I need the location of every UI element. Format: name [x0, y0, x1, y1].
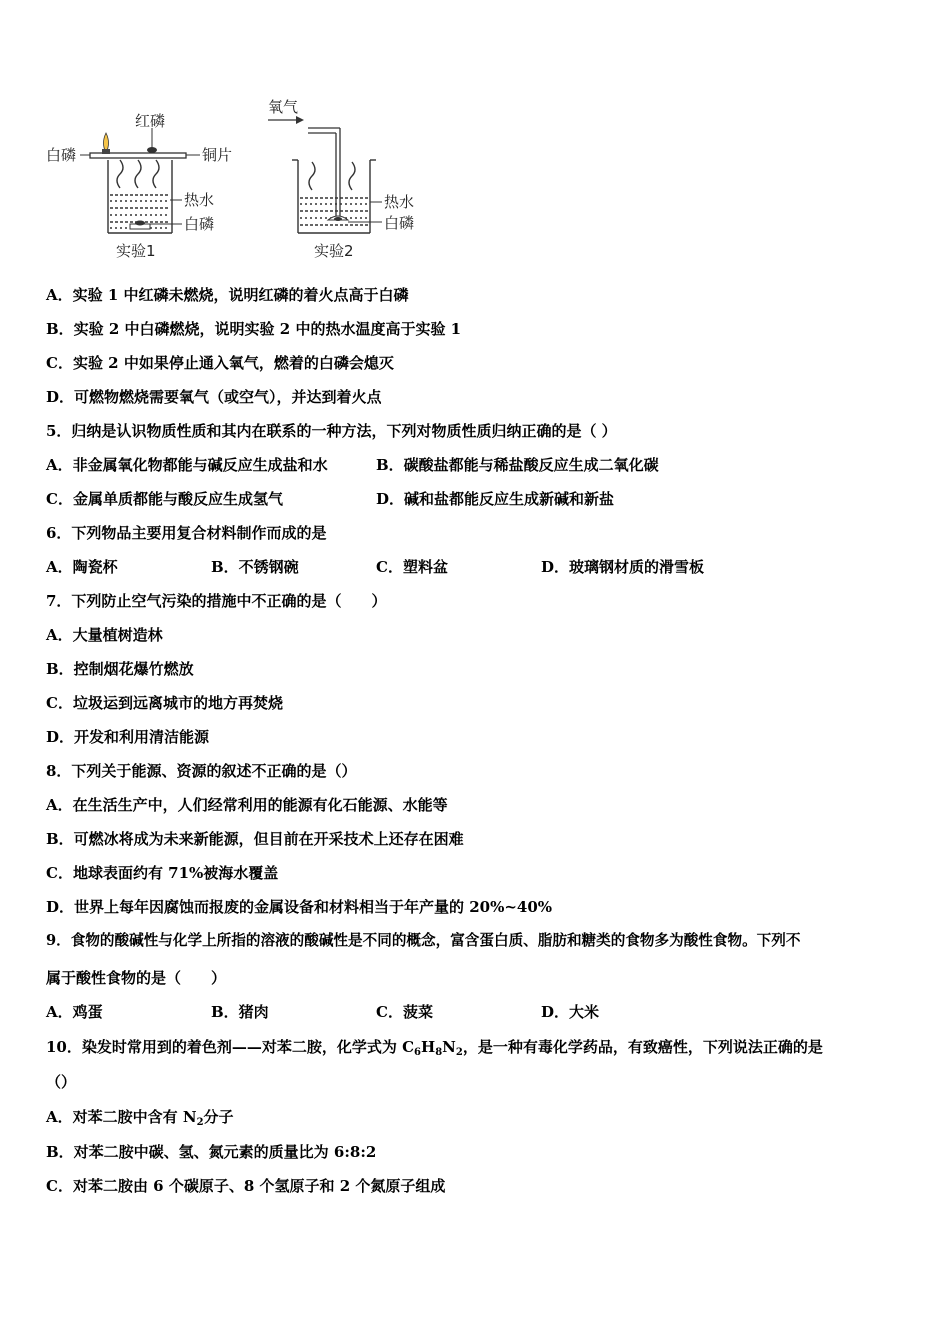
oxygen-tube: [308, 128, 340, 216]
q8-option-a: A．在生活生产中，人们经常利用的能源有化石能源、水能等: [46, 796, 448, 814]
white-phosphorus-flame-icon: [102, 133, 110, 154]
experiment-figure: [40, 98, 440, 268]
q10-stem-post: ，是一种有毒化学药品，有致癌性，下列说法正确的是: [462, 1038, 823, 1056]
q10-option-a: [46, 1107, 234, 1127]
q8-option-d: D．世界上每年因腐蚀而报废的金属设备和材料相当于年产量的 20%~40%: [46, 898, 553, 916]
q10-formula-h: H: [421, 1038, 436, 1056]
q10-option-a-pre: A．对苯二胺中含有 N: [46, 1108, 197, 1126]
exp2-white-p: [328, 216, 348, 221]
q6-option-d: D．玻璃钢材质的滑雪板: [541, 558, 705, 576]
q7-option-d: D．开发和利用清洁能源: [46, 728, 210, 746]
q6-option-a: A．陶瓷杯: [46, 558, 118, 576]
q5-option-b: B．碳酸盐都能与稀盐酸反应生成二氧化碳: [376, 456, 659, 474]
q5-option-c: C．金属单质都能与酸反应生成氢气: [46, 490, 283, 508]
experiment-diagram: [40, 98, 440, 268]
q6-option-c: C．塑料盆: [376, 558, 448, 576]
q9-stem-line2: 属于酸性食物的是（ ）: [46, 969, 227, 987]
q5-option-d: D．碱和盐都能反应生成新碱和新盐: [376, 490, 615, 508]
q7-option-a: A．大量植树造林: [46, 626, 163, 644]
q7-option-c: C．垃圾运到远离城市的地方再焚烧: [46, 694, 283, 712]
q4-option-c: C．实验 2 中如果停止通入氧气，燃着的白磷会熄灭: [46, 354, 394, 372]
q4-option-d: D．可燃物燃烧需要氧气（或空气），并达到着火点: [46, 388, 382, 406]
exp1-bottom-white-p-label: 白磷: [184, 215, 215, 233]
q6-option-b: B．不锈钢碗: [211, 558, 299, 576]
exp2-white-p-label: 白磷: [384, 214, 415, 232]
q7-option-b: B．控制烟花爆竹燃放: [46, 660, 194, 678]
exp1-copper-label: 铜片: [202, 146, 233, 164]
q7-stem: 7．下列防止空气污染的措施中不正确的是（ ）: [46, 592, 387, 610]
q10-option-b: B．对苯二胺中碳、氢、氮元素的质量比为 6:8:2: [46, 1143, 377, 1161]
arrow-right-icon: [268, 116, 304, 124]
q8-option-b: B．可燃冰将成为未来新能源，但目前在开采技术上还存在困难: [46, 830, 464, 848]
q5-option-a: A．非金属氧化物都能与碱反应生成盐和水: [46, 456, 328, 474]
q9-option-a: A．鸡蛋: [46, 1003, 103, 1021]
q10-formula-sub-2: 2: [455, 1047, 463, 1058]
q8-stem: 8．下列关于能源、资源的叙述不正确的是（）: [46, 762, 357, 780]
exp2-caption: 实验2: [314, 242, 354, 260]
q10-option-a-sub: 2: [196, 1117, 204, 1128]
q4-option-a: A．实验 1 中红磷未燃烧，说明红磷的着火点高于白磷: [46, 286, 409, 304]
q10-formula-sub-8: 8: [435, 1047, 443, 1058]
q5-stem: 5．归纳是认识物质性质和其内在联系的一种方法，下列对物质性质归纳正确的是（ ）: [46, 422, 617, 440]
q4-option-b: B．实验 2 中白磷燃烧，说明实验 2 中的热水温度高于实验 1: [46, 320, 462, 338]
q8-option-c: C．地球表面约有 71%被海水覆盖: [46, 864, 279, 882]
exp1-hot-water-label: 热水: [184, 191, 215, 209]
q9-option-d: D．大米: [541, 1003, 600, 1021]
exp1-caption: 实验1: [116, 242, 156, 260]
exp2-hot-water-label: 热水: [384, 193, 415, 211]
exp1-red-p-label: 红磷: [135, 112, 166, 130]
q9-option-c: C．菠菜: [376, 1003, 433, 1021]
exp1-white-p-label: 白磷: [46, 146, 77, 164]
q10-stem-pre: 10．染发时常用到的着色剂——对苯二胺，化学式为 C: [46, 1038, 415, 1056]
q10-stem-line2: （）: [46, 1073, 77, 1091]
q6-stem: 6．下列物品主要用复合材料制作而成的是: [46, 524, 327, 542]
q10-stem-line1: [46, 1037, 823, 1057]
q10-formula-n: N: [442, 1038, 456, 1056]
q9-stem-line1: 9．食物的酸碱性与化学上所指的溶液的酸碱性是不同的概念，富含蛋白质、脂肪和糖类的食物多为酸性食物。下列不: [46, 932, 801, 949]
q10-formula-sub-6: 6: [414, 1047, 422, 1058]
q10-option-a-post: 分子: [203, 1108, 234, 1126]
q10-option-c: C．对苯二胺由 6 个碳原子、8 个氢原子和 2 个氮原子组成: [46, 1177, 446, 1195]
q9-option-b: B．猪肉: [211, 1003, 269, 1021]
exp2-oxygen-label: 氧气: [268, 98, 299, 116]
